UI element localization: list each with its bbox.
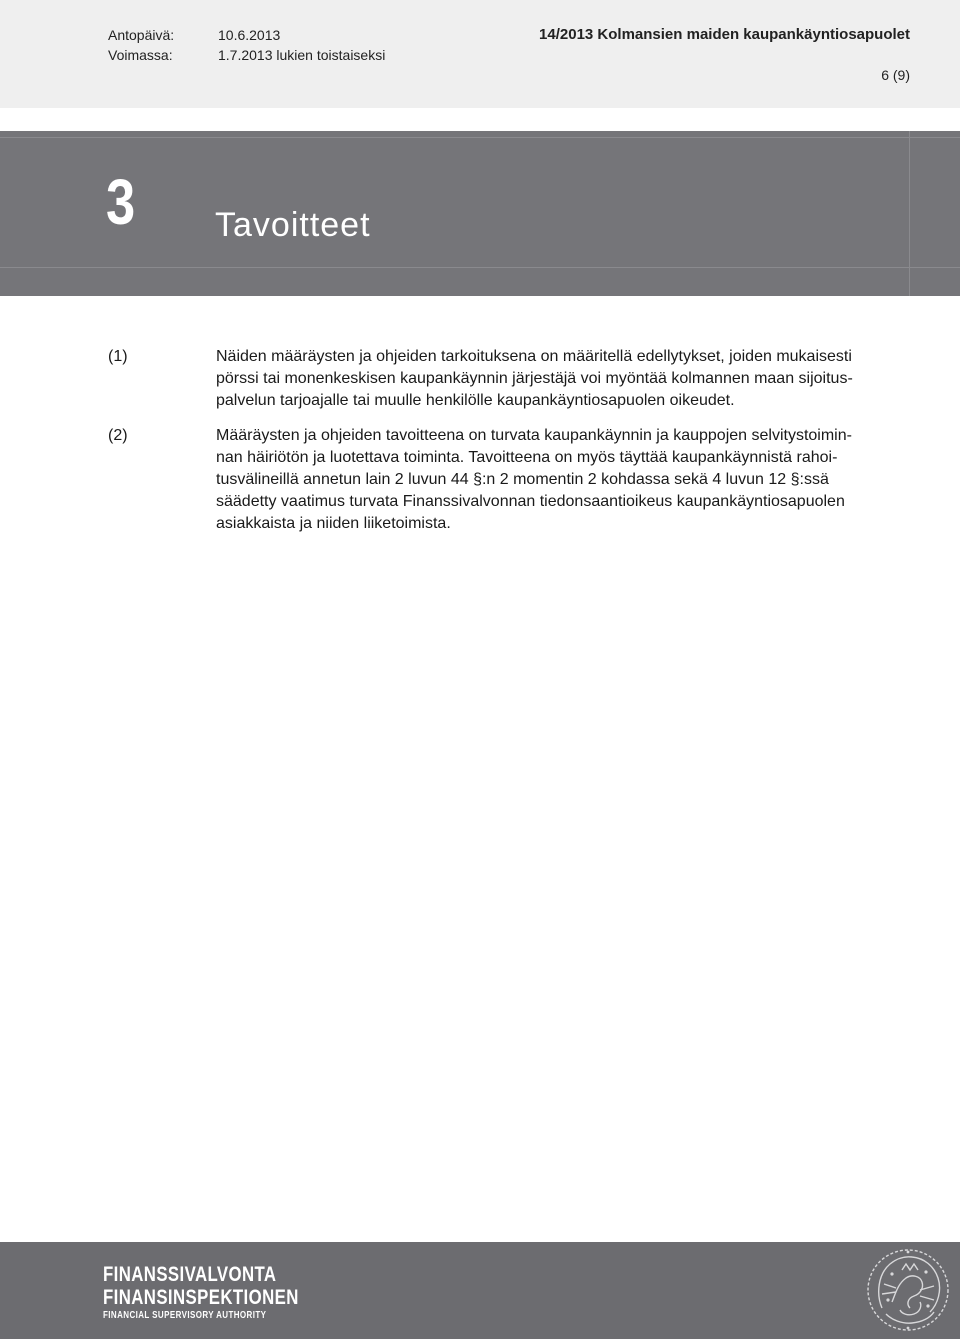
finanssivalvonta-logo	[103, 1264, 348, 1321]
section-title: Tavoitteet	[215, 206, 371, 244]
paragraph-line: Määräysten ja ohjeiden tavoitteena on turvata kaupankäynnin ja kauppojen selvitystoimin-	[216, 427, 852, 444]
issue-date-value: 10.6.2013	[218, 27, 281, 43]
section-heading-band	[0, 131, 960, 296]
band-rule-bottom	[0, 267, 960, 268]
issue-date-label: Antopäivä:	[108, 27, 175, 43]
paragraph-text	[216, 346, 908, 412]
paragraph-line: pörssi tai monenkeskisen kaupankäynnin järjestäjä voi myöntää kolmannen maan sijoitus-	[216, 370, 853, 387]
band-rule-right	[909, 131, 910, 296]
paragraph-number: (2)	[108, 427, 128, 444]
paragraph-line: Näiden määräysten ja ohjeiden tarkoituksena on määritellä edellytykset, joiden mukaisesti	[216, 348, 852, 365]
paragraph-line: tusvälineillä annetun lain 2 luvun 44 §:n 2 momentin 2 kohdassa sekä 4 luvun 12 §:ssä	[216, 471, 829, 488]
paragraph-line: säädetty vaatimus turvata Finanssivalvonnan tiedonsaantioikeus kaupankäyntiosapuolen	[216, 493, 845, 510]
finnish-lion-crest-icon	[862, 1244, 954, 1336]
page-number: 6 (9)	[881, 67, 910, 83]
paragraph-line: palvelun tarjoajalle tai muulle henkilölle kaupankäyntiosapuolen oikeudet.	[216, 392, 735, 409]
validity-label: Voimassa:	[108, 47, 173, 63]
paragraph-line: nan häiriötön ja luotettava toiminta. Tavoitteena on myös täyttää kaupankäynnistä rahoi-	[216, 449, 838, 466]
logo-line-swedish: FINANSINSPEKTIONEN	[103, 1286, 299, 1309]
logo-line-english: FINANCIAL SUPERVISORY AUTHORITY	[103, 1310, 267, 1321]
logo-line-finnish: FINANSSIVALVONTA	[103, 1263, 277, 1286]
paragraph-number: (1)	[108, 348, 128, 365]
document-title: 14/2013 Kolmansien maiden kaupankäyntiosapuolet	[539, 26, 910, 43]
validity-value: 1.7.2013 lukien toistaiseksi	[218, 47, 386, 63]
band-rule-top	[0, 137, 960, 138]
paragraph-line: asiakkaista ja niiden liiketoimista.	[216, 515, 451, 532]
paragraph-text	[216, 425, 908, 535]
section-number: 3	[106, 166, 136, 238]
